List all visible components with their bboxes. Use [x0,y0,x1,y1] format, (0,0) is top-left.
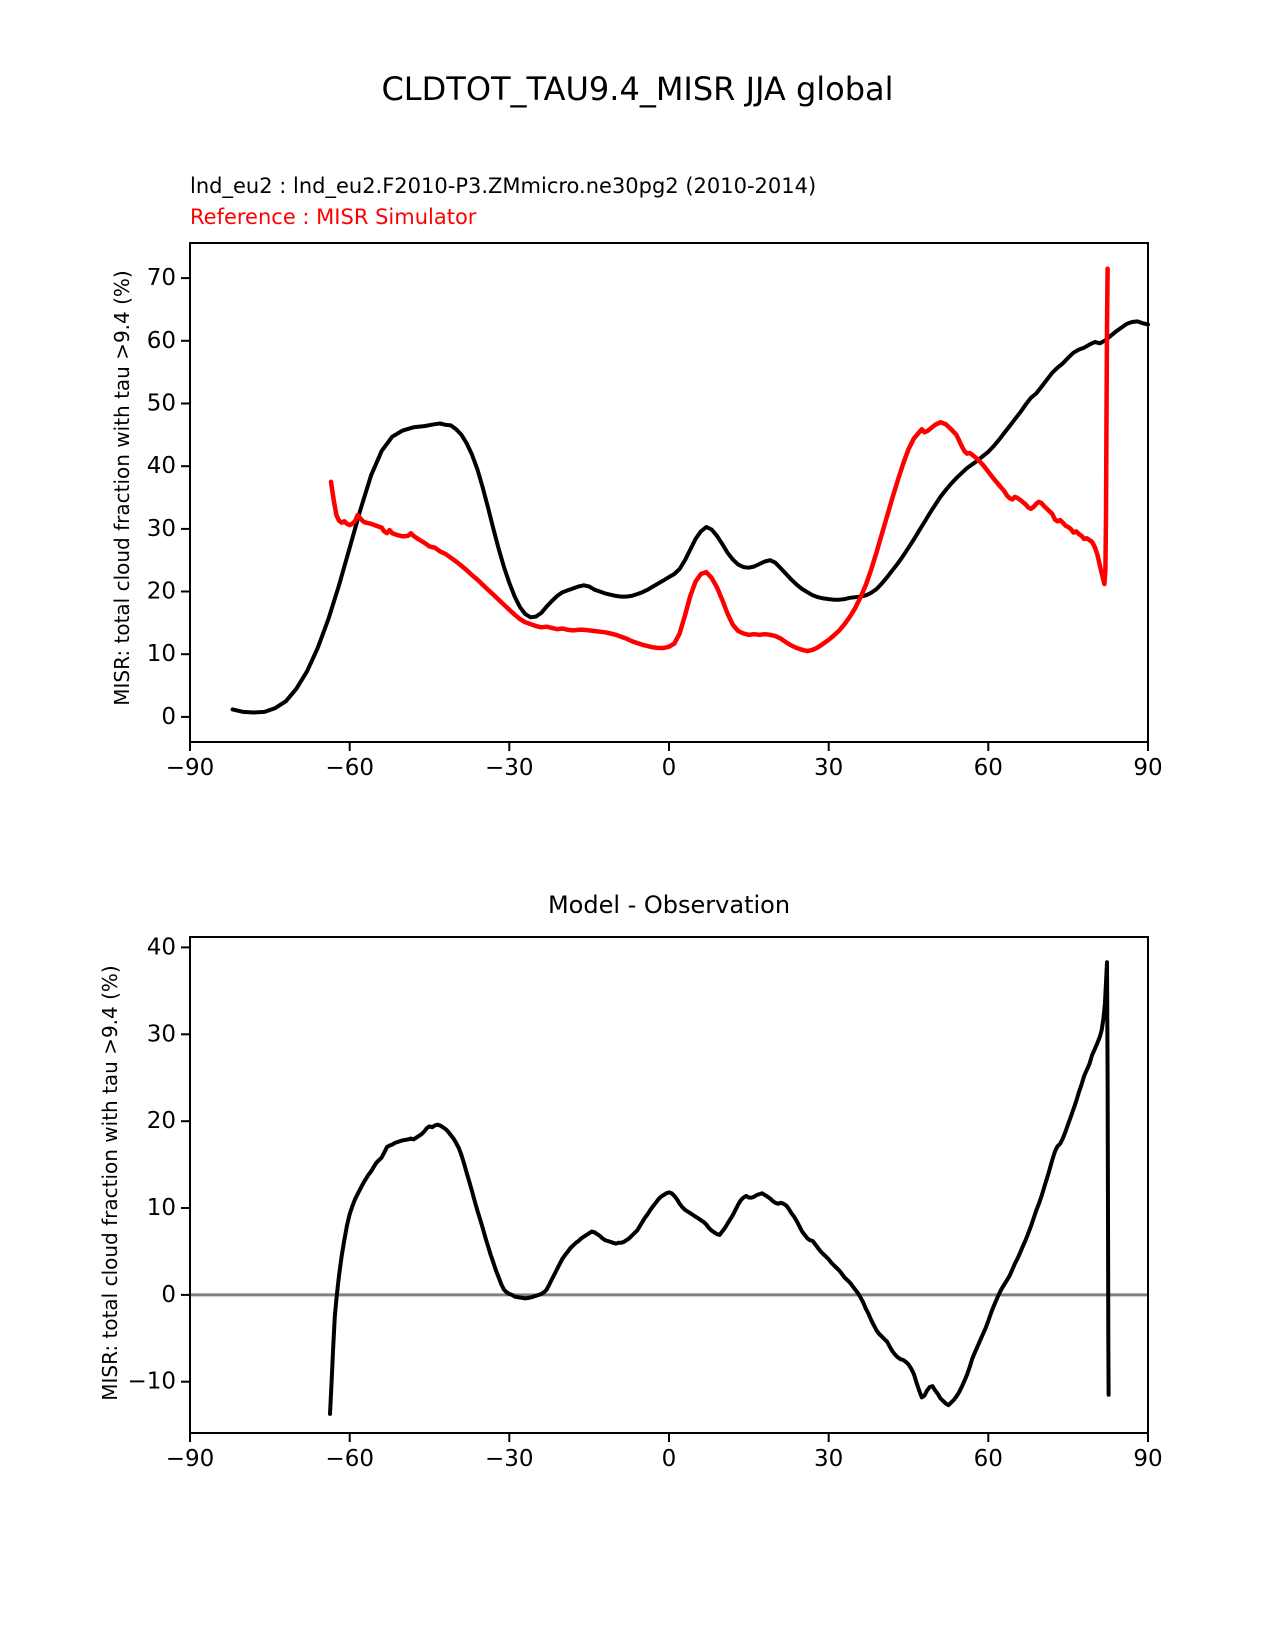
figure-title: CLDTOT_TAU9.4_MISR JJA global [381,70,894,108]
reference-line [331,269,1108,651]
x-tick-label: −60 [325,1446,374,1472]
y-tick-label: 20 [146,1108,176,1135]
x-tick-label: −90 [165,755,215,781]
model-line [233,321,1148,712]
y-tick-label: 70 [146,265,176,292]
x-tick-label: −30 [485,755,534,781]
difference-line [330,962,1109,1414]
y-tick-label: 20 [146,578,176,605]
legend [190,171,816,233]
y-tick-label: 0 [161,703,176,730]
x-tick-label: 0 [661,755,677,781]
x-tick-label: −60 [325,755,374,781]
y-tick-label: −10 [127,1368,176,1395]
x-tick-label: 60 [973,755,1003,781]
y-tick-label: 50 [146,390,176,417]
y-tick-label: 40 [146,453,176,480]
x-tick-label: 90 [1133,1446,1163,1472]
x-tick-label: 30 [814,755,844,781]
top-chart [147,243,1163,781]
y-tick-label: 30 [146,515,176,542]
x-tick-label: 0 [661,1446,677,1472]
x-tick-label: −90 [165,1446,215,1472]
x-tick-label: 60 [973,1446,1003,1472]
x-tick-label: 30 [814,1446,844,1472]
bottom-chart [127,934,1162,1472]
x-tick-label: −30 [485,1446,534,1472]
y-tick-label: 0 [161,1281,176,1308]
y-tick-label: 40 [146,934,176,961]
y-tick-label: 30 [146,1021,176,1048]
y-tick-label: 10 [146,641,176,668]
bottom-chart-title: Model - Observation [547,891,791,919]
y-tick-label: 60 [146,327,176,354]
x-tick-label: 90 [1133,755,1163,781]
top-y-axis-label: MISR: total cloud fraction with tau >9.4 (%) [110,270,134,706]
bottom-y-axis-label: MISR: total cloud fraction with tau >9.4 (%) [98,965,122,1401]
legend-reference-label: Reference : MISR Simulator [190,205,477,229]
legend-model-label: lnd_eu2 : lnd_eu2.F2010-P3.ZMmicro.ne30pg2 (2010-2014) [190,174,817,198]
y-tick-label: 10 [146,1195,176,1221]
